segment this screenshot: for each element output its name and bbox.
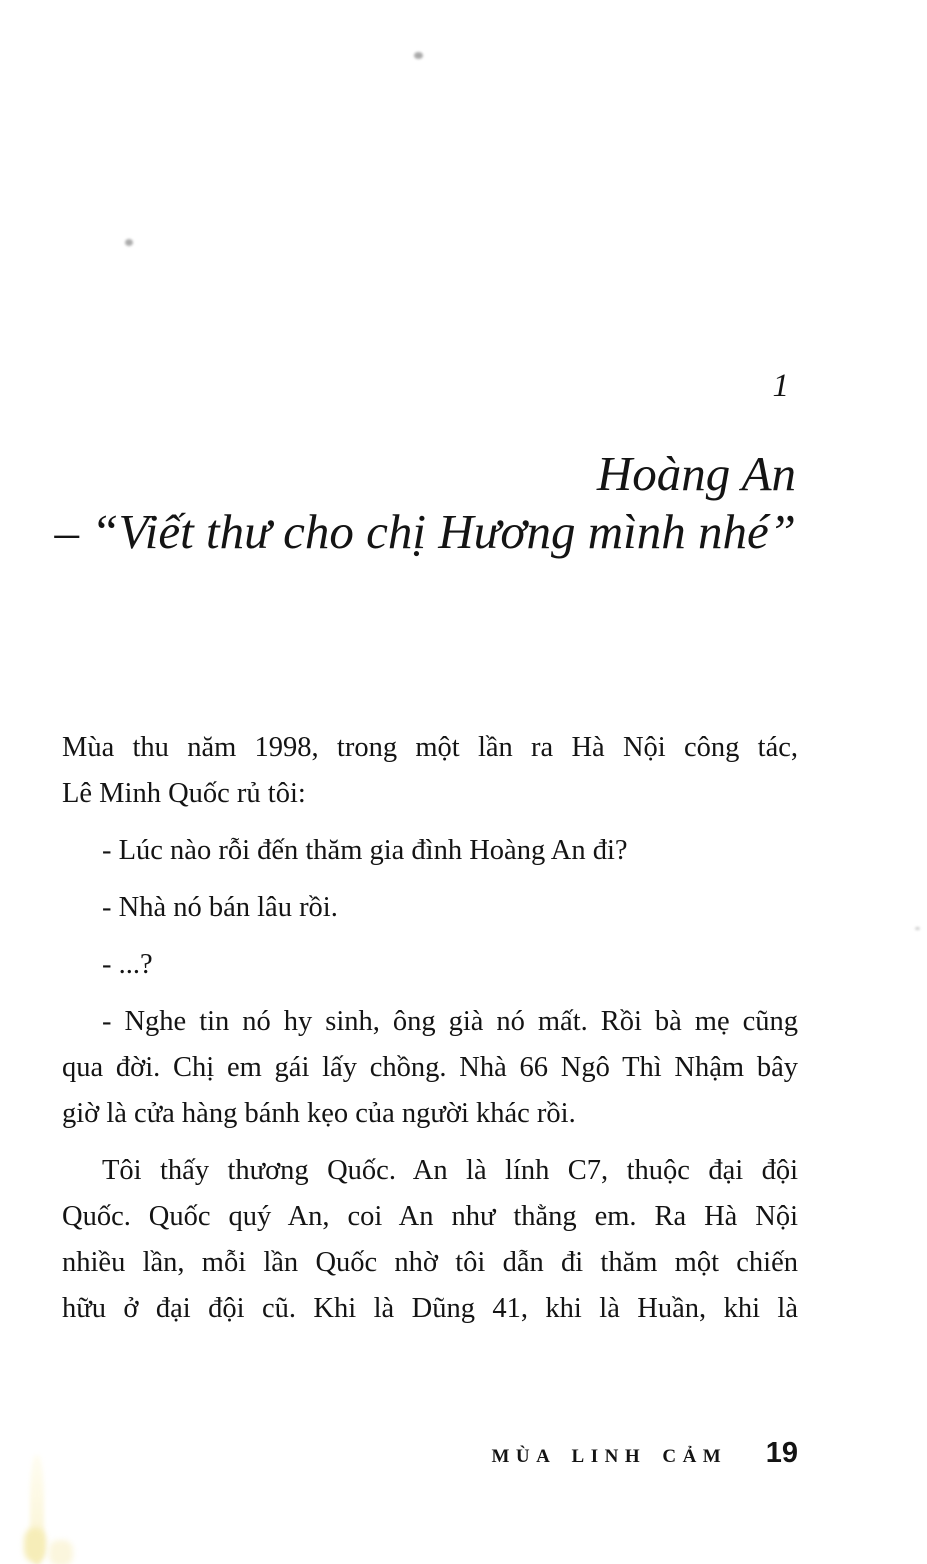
scan-stain <box>24 1528 46 1562</box>
text-line: hữu ở đại đội cũ. Khi là Dũng 41, khi là Huần, khi là <box>62 1293 798 1324</box>
paragraph <box>62 828 798 874</box>
paragraph <box>62 999 798 1137</box>
paragraph <box>62 725 798 817</box>
chapter-title-line-1: Hoàng An <box>596 446 796 501</box>
chapter-title-line-2: – “Viết thư cho chị Hương mình nhé” <box>54 504 796 559</box>
scan-stain <box>49 1540 73 1564</box>
page-footer <box>491 1437 798 1470</box>
paragraph <box>62 942 798 988</box>
text-line: Quốc. Quốc quý An, coi An như thằng em. Ra Hà Nội <box>62 1201 798 1232</box>
scan-speck <box>915 927 920 930</box>
text-line: - Lúc nào rỗi đến thăm gia đình Hoàng An đi? <box>102 835 628 866</box>
text-line: nhiều lần, mỗi lần Quốc nhờ tôi dẫn đi thăm một chiến <box>62 1247 798 1278</box>
text-line: Mùa thu năm 1998, trong một lần ra Hà Nội công tác, <box>62 732 798 763</box>
text-line: qua đời. Chị em gái lấy chồng. Nhà 66 Ngô Thì Nhậm bây <box>62 1052 798 1083</box>
text-line: Lê Minh Quốc rủ tôi: <box>62 778 306 809</box>
running-title: MÙA LINH CẢM <box>491 1446 728 1467</box>
paragraph <box>62 1148 798 1332</box>
scan-speck <box>125 239 133 246</box>
text-line: - Nhà nó bán lâu rồi. <box>102 892 338 923</box>
body-text <box>62 725 798 1332</box>
page-number: 19 <box>765 1437 798 1469</box>
text-line: - Nghe tin nó hy sinh, ông già nó mất. Rồi bà mẹ cũng <box>102 1006 798 1037</box>
chapter-number: 1 <box>772 368 789 404</box>
text-line: Tôi thấy thương Quốc. An là lính C7, thuộc đại đội <box>102 1155 798 1186</box>
scan-speck <box>414 52 423 59</box>
chapter-title <box>28 445 796 561</box>
text-line: giờ là cửa hàng bánh kẹo của người khác rồi. <box>62 1098 576 1129</box>
text-line: - ...? <box>102 949 153 980</box>
paragraph <box>62 885 798 931</box>
